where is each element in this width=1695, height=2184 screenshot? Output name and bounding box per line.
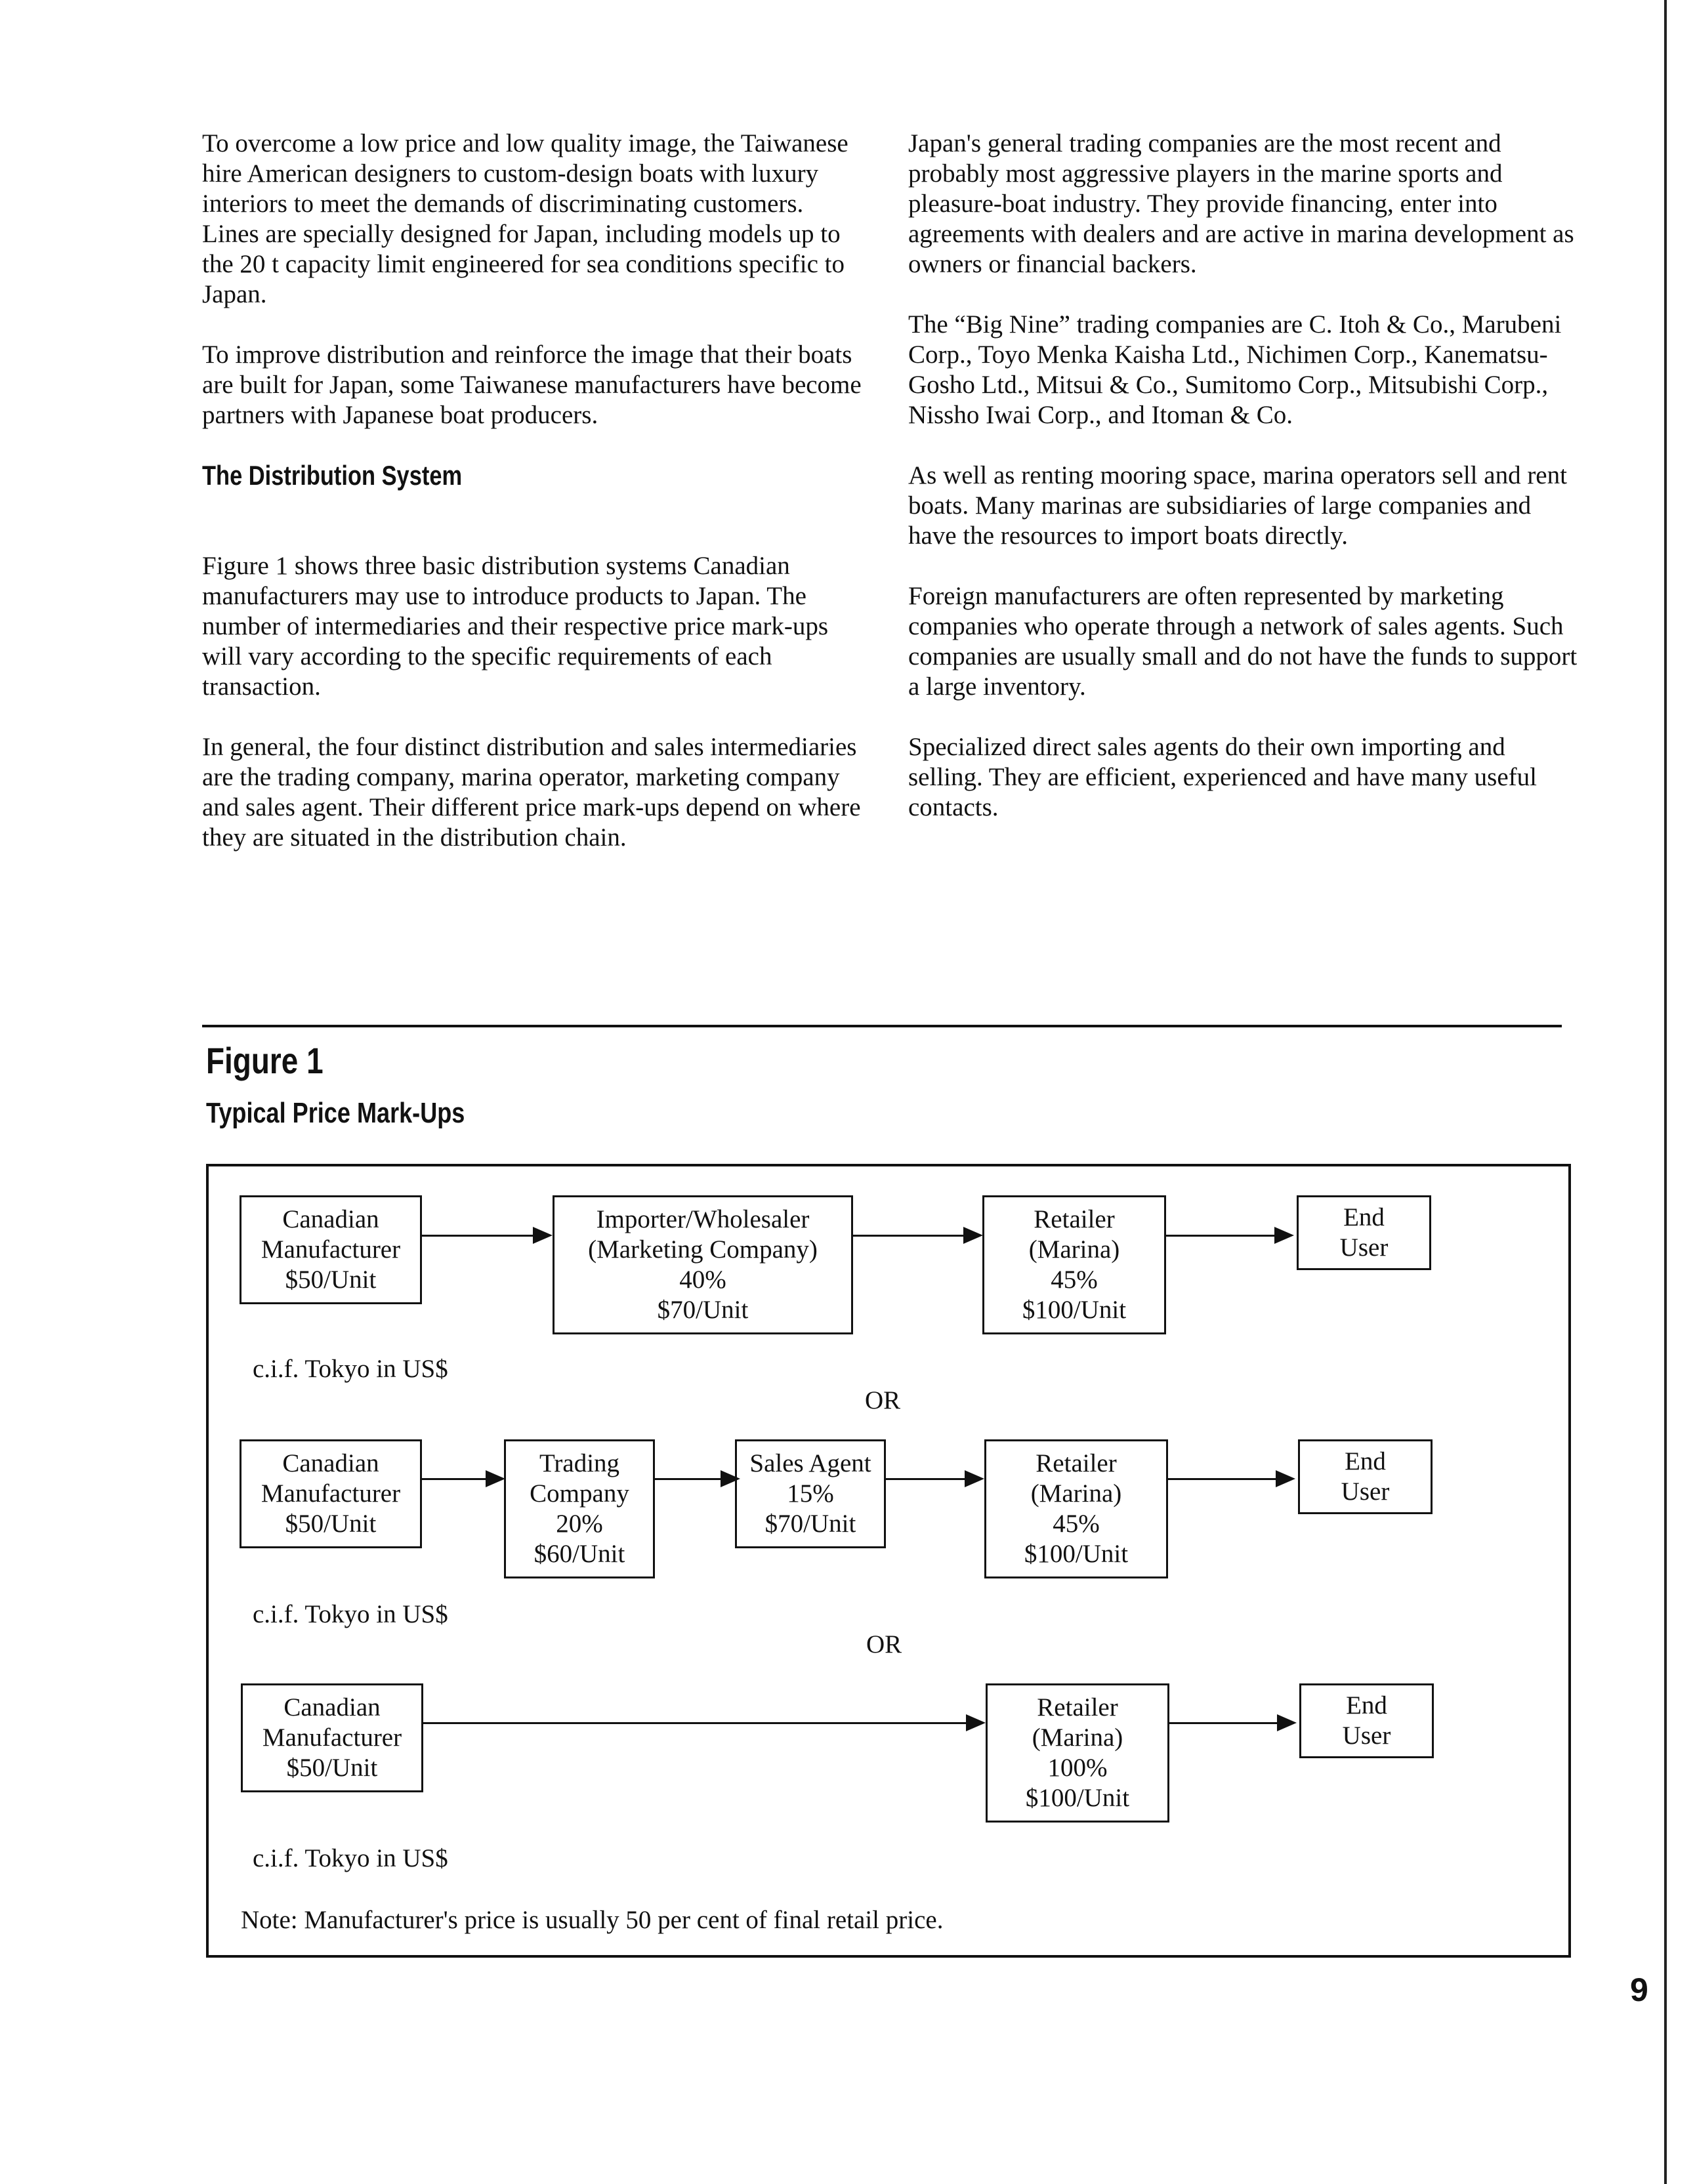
paragraph: Figure 1 shows three basic distribution systems Canadian manufacturers may use to introduce products to Japan. The number of intermediaries and their respective price mark-ups will vary according to the specific requirements of each transaction. bbox=[202, 552, 829, 701]
page-number: 9 bbox=[1630, 1971, 1648, 2008]
manufacturer-box: Canadian Manufacturer $50/Unit bbox=[241, 1683, 423, 1792]
arrow-icon bbox=[966, 1714, 986, 1731]
figure-title: Typical Price Mark-Ups bbox=[206, 1097, 465, 1129]
arrow-icon bbox=[965, 1470, 984, 1487]
cif-label: c.i.f. Tokyo in US$ bbox=[253, 1844, 448, 1872]
paragraph: Japan's general trading companies are the most recent and probably most aggressive players in the marine sports and pleasure-boat industry. They provide financing, enter into agreements with dealers and are active in marina development as owners or financial backers. bbox=[908, 129, 1574, 278]
page-edge bbox=[1664, 0, 1667, 2184]
cif-label: c.i.f. Tokyo in US$ bbox=[253, 1355, 448, 1383]
paragraph: The “Big Nine” trading companies are C. Itoh & Co., Marubeni Corp., Toyo Menka Kaisha Ltd., Nichimen Corp., Kanematsu-Gosho Ltd., Mitsui & Co., Sumitomo Corp., Mitsubishi Corp., Nissho Iwai Corp., and Itoman & Co. bbox=[908, 310, 1562, 429]
arrow-icon bbox=[1276, 1470, 1295, 1487]
or-label: OR bbox=[865, 1386, 901, 1414]
manufacturer-box: Canadian Manufacturer $50/Unit bbox=[240, 1195, 422, 1304]
arrow-icon bbox=[1274, 1227, 1294, 1244]
manufacturer-box: Canadian Manufacturer $50/Unit bbox=[240, 1439, 422, 1548]
paragraph: To overcome a low price and low quality image, the Taiwanese hire American designers to custom-design boats with luxury interiors to meet the demands of discriminating customers. Lines are specially designed for Japan, including models up to the 20 t capacity limit engineered for sea conditions specific to Japan. bbox=[202, 129, 848, 308]
arrow-icon bbox=[963, 1227, 983, 1244]
end-user-box: End User bbox=[1299, 1683, 1434, 1758]
left-column bbox=[202, 129, 865, 883]
retailer-box: Retailer (Marina) 100% $100/Unit bbox=[986, 1683, 1169, 1823]
arrow-icon bbox=[486, 1470, 505, 1487]
paragraph: Foreign manufacturers are often represented by marketing companies who operate through a network of sales agents. Such companies are usually small and do not have the funds to support a large inventory. bbox=[908, 582, 1578, 701]
end-user-box: End User bbox=[1297, 1195, 1431, 1270]
retailer-box: Retailer (Marina) 45% $100/Unit bbox=[984, 1439, 1168, 1578]
arrow-icon bbox=[533, 1227, 553, 1244]
cif-label: c.i.f. Tokyo in US$ bbox=[253, 1600, 448, 1628]
section-heading: The Distribution System bbox=[202, 460, 463, 491]
paragraph: Specialized direct sales agents do their own importing and selling. They are efficient, experienced and have many useful contacts. bbox=[908, 733, 1537, 821]
paragraph: To improve distribution and reinforce the image that their boats are built for Japan, some Taiwanese manufacturers have become partners with Japanese boat producers. bbox=[202, 340, 862, 429]
retailer-box: Retailer (Marina) 45% $100/Unit bbox=[982, 1195, 1166, 1334]
figure-label: Figure 1 bbox=[206, 1040, 324, 1081]
or-label: OR bbox=[866, 1630, 902, 1659]
paragraph: As well as renting mooring space, marina operators sell and rent boats. Many marinas are subsidiaries of large companies and have the resources to import boats directly. bbox=[908, 461, 1567, 550]
right-column bbox=[908, 129, 1578, 853]
importer-box: Importer/Wholesaler (Marketing Company) 40% $70/Unit bbox=[553, 1195, 853, 1334]
paragraph: In general, the four distinct distribution and sales intermediaries are the trading company, marina operator, marketing company and sales agent. Their different price mark-ups depend on where they are situated in the distribution chain. bbox=[202, 733, 861, 852]
arrow-icon bbox=[1277, 1714, 1297, 1731]
sales-agent-box: Sales Agent 15% $70/Unit bbox=[735, 1439, 886, 1548]
trading-company-box: Trading Company 20% $60/Unit bbox=[504, 1439, 655, 1578]
end-user-box: End User bbox=[1298, 1439, 1433, 1514]
figure-divider bbox=[202, 1025, 1562, 1027]
figure-note: Note: Manufacturer's price is usually 50 per cent of final retail price. bbox=[241, 1906, 944, 1934]
